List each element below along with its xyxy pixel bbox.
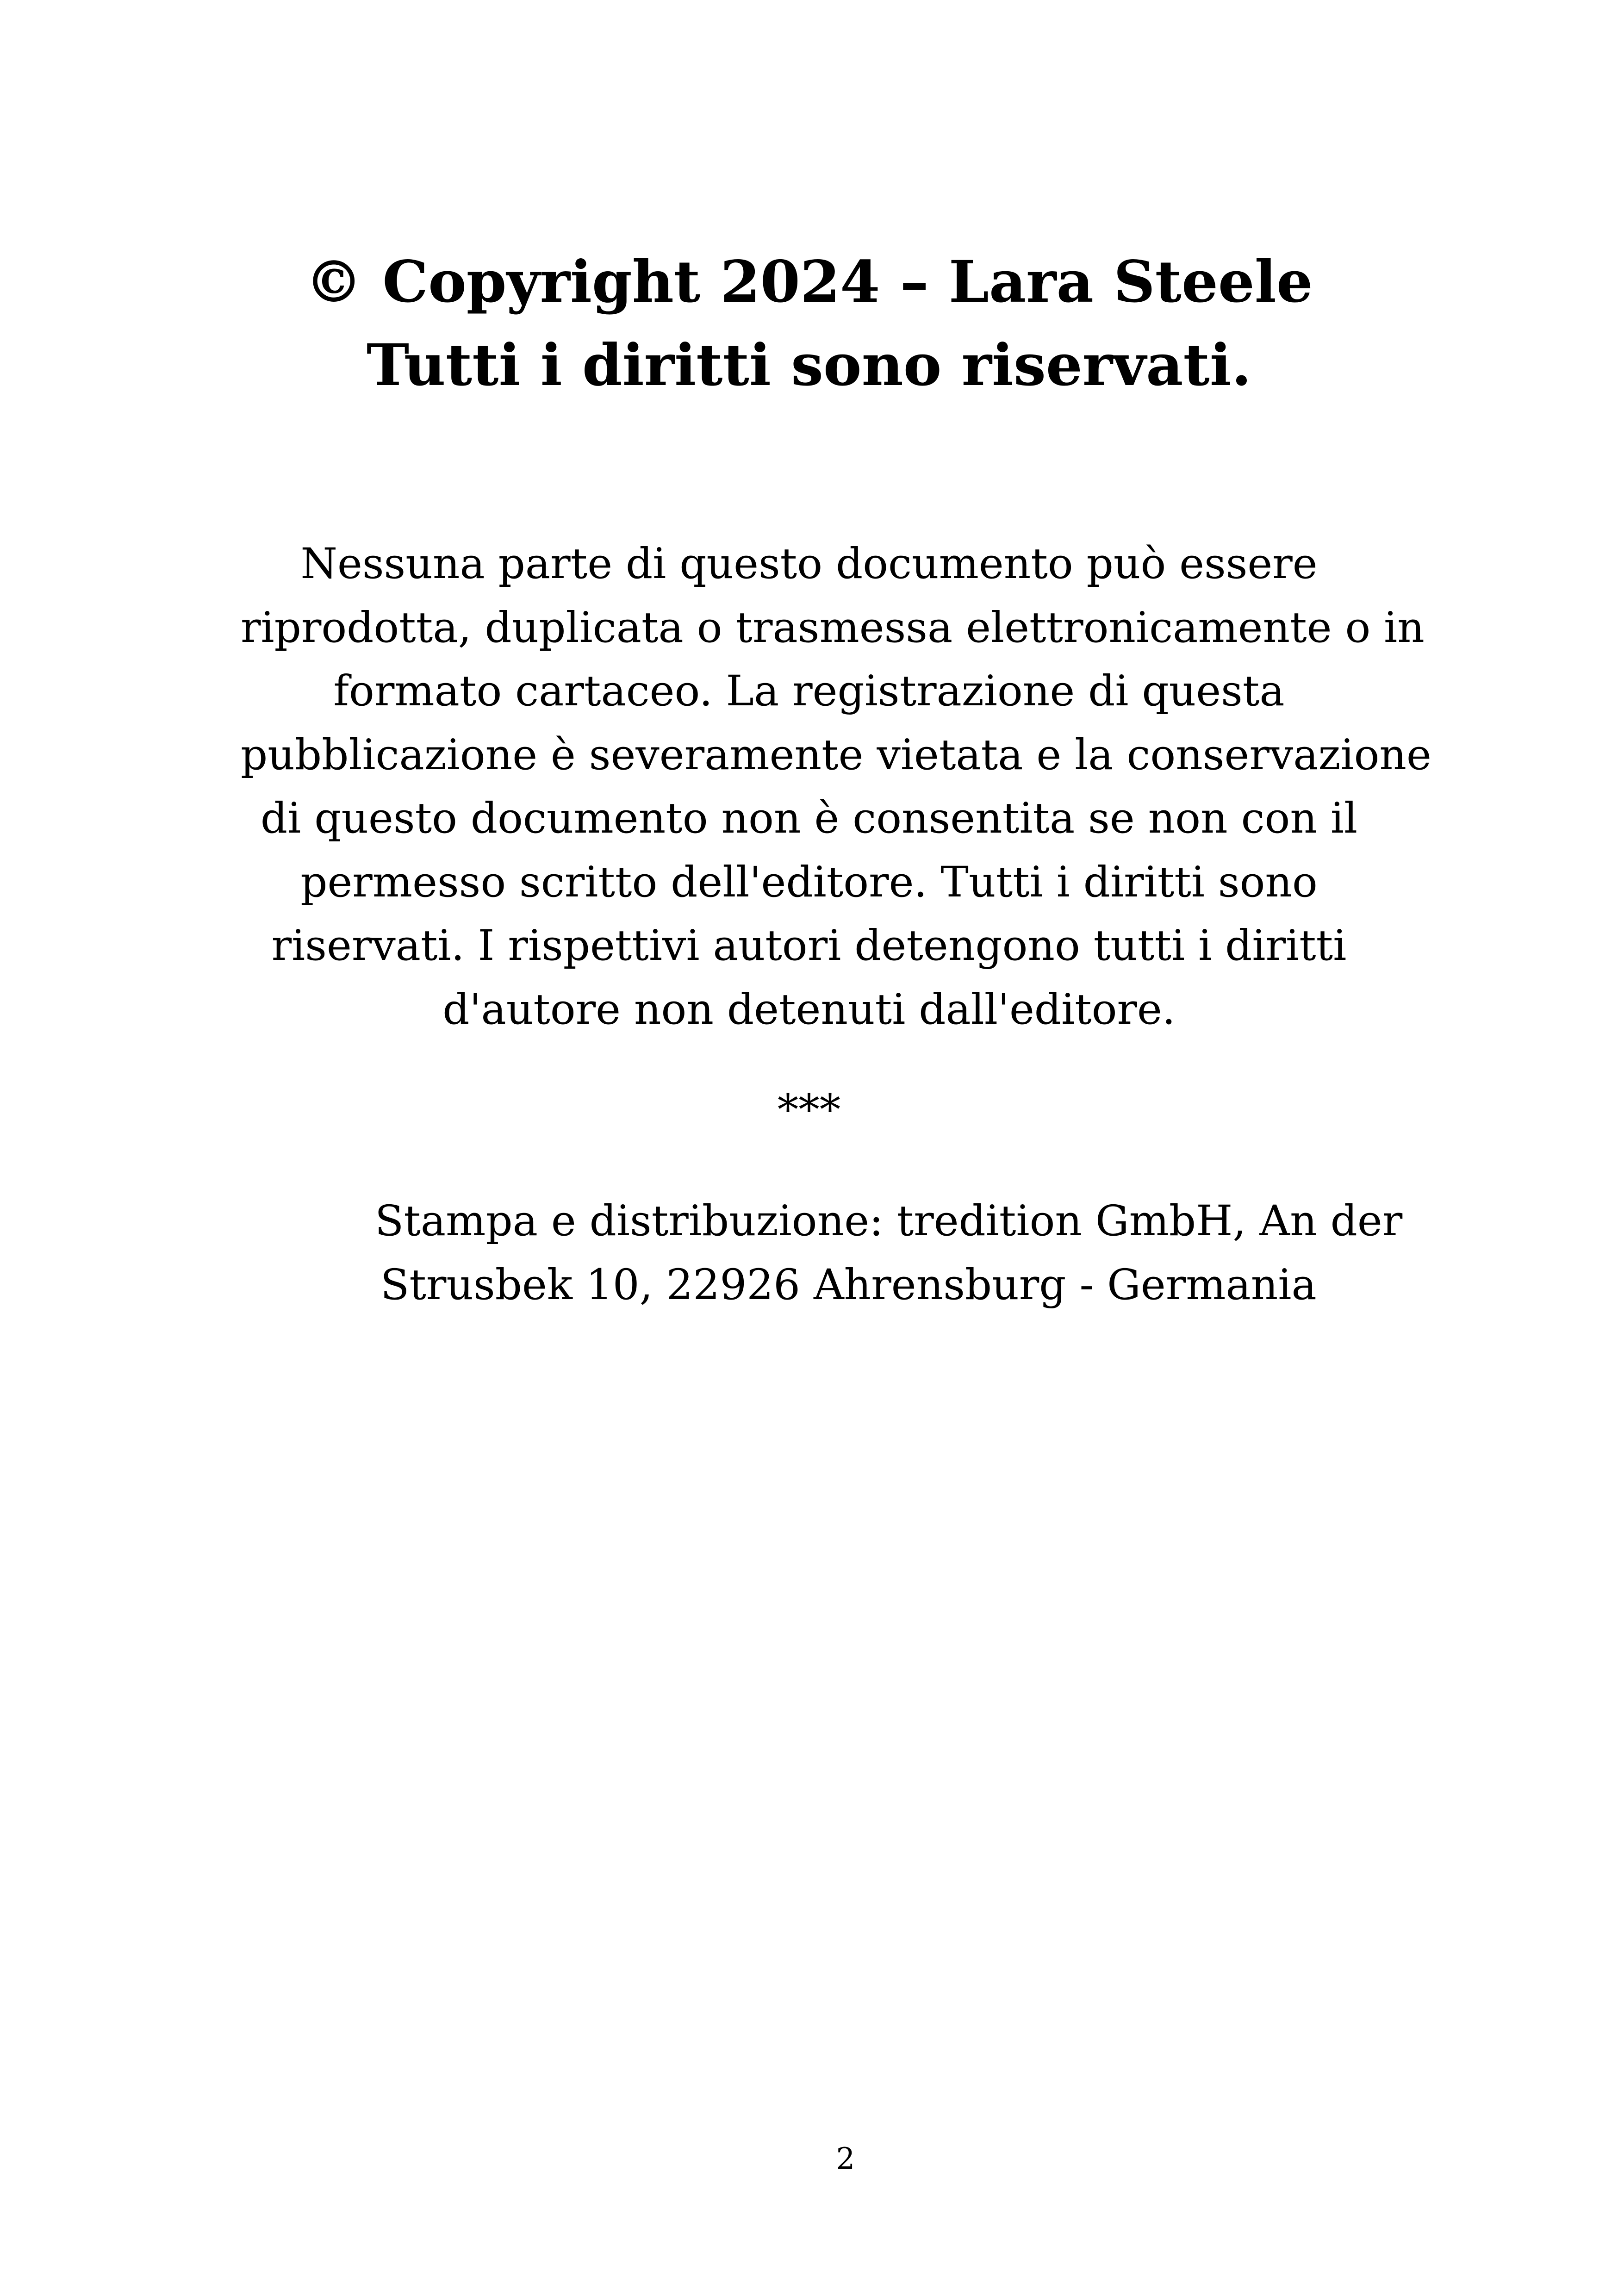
copyright-heading xyxy=(0,241,1618,407)
legal-notice-line: di questo documento non è consentita se non con il xyxy=(260,794,1358,843)
printing-imprint xyxy=(375,1189,1403,1317)
legal-notice-line: permesso scritto dell'editore. Tutti i diritti sono xyxy=(300,858,1318,907)
rights-reserved-line: Tutti i diritti sono riservati. xyxy=(366,332,1252,399)
imprint-line: Strusbek 10, 22926 Ahrensburg - Germania xyxy=(380,1260,1317,1309)
legal-notice-line: pubblicazione è severamente vietata e la conservazione xyxy=(241,730,1431,779)
imprint-line: Stampa e distribuzione: tredition GmbH, An der xyxy=(375,1197,1403,1245)
legal-notice-paragraph xyxy=(241,532,1431,1041)
copyright-line: © Copyright 2024 – Lara Steele xyxy=(305,249,1313,316)
legal-notice-line: d'autore non detenuti dall'editore. xyxy=(442,985,1176,1034)
page-number: 2 xyxy=(836,2142,855,2176)
legal-notice-line: riservati. I rispettivi autori detengono tutti i diritti xyxy=(271,921,1347,970)
legal-notice-line: riprodotta, duplicata o trasmessa elettronicamente o in xyxy=(241,603,1425,652)
section-separator: *** xyxy=(777,1086,841,1134)
legal-notice-line: Nessuna parte di questo documento può essere xyxy=(300,540,1318,588)
legal-notice-line: formato cartaceo. La registrazione di questa xyxy=(333,667,1285,716)
